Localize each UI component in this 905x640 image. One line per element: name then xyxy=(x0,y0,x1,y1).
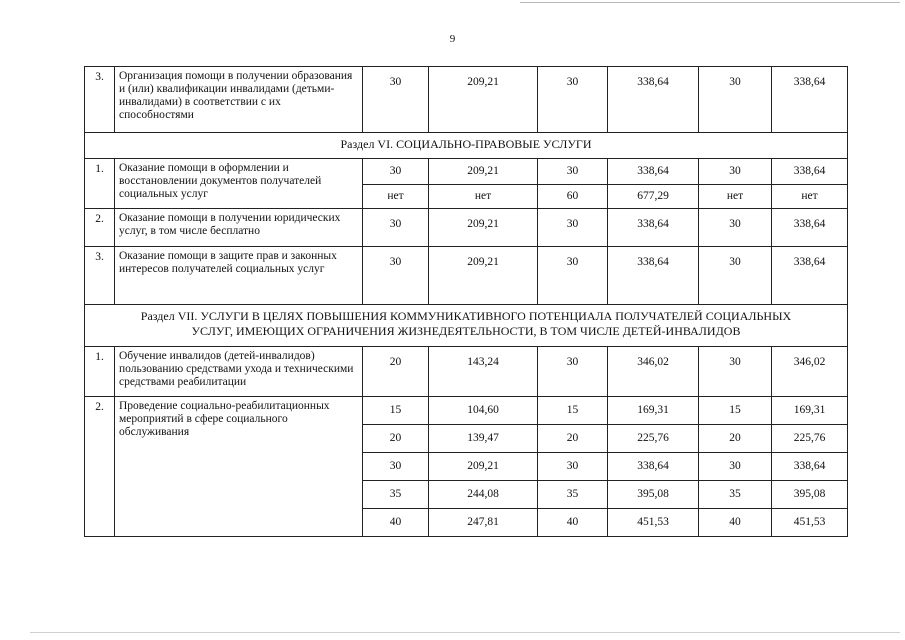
cell-value: 338,64 xyxy=(608,209,699,247)
section-heading-row xyxy=(85,133,848,159)
cell-value: 30 xyxy=(538,247,608,305)
row-number: 2. xyxy=(85,209,115,247)
cell-value: 30 xyxy=(538,209,608,247)
cell-value: нет xyxy=(772,185,848,209)
cell-value: 30 xyxy=(363,453,429,481)
table-row xyxy=(85,397,848,425)
scan-artifact-top xyxy=(520,2,900,3)
cell-value: 15 xyxy=(363,397,429,425)
row-number: 1. xyxy=(85,159,115,209)
cell-value: 15 xyxy=(699,397,772,425)
cell-value: 15 xyxy=(538,397,608,425)
row-number: 3. xyxy=(85,67,115,133)
table-row xyxy=(85,247,848,305)
cell-value: 104,60 xyxy=(429,397,538,425)
cell-value: 451,53 xyxy=(608,509,699,537)
cell-value: 20 xyxy=(363,347,429,397)
cell-value: 30 xyxy=(699,347,772,397)
service-name: Оказание помощи в защите прав и законных интересов получателей социальных услуг xyxy=(115,247,363,305)
cell-value: 225,76 xyxy=(772,425,848,453)
cell-value: 35 xyxy=(538,481,608,509)
service-name: Обучение инвалидов (детей-инвалидов) пользованию средствами ухода и техническими средствами реабилитации xyxy=(115,347,363,397)
cell-value: 40 xyxy=(699,509,772,537)
cell-value: 30 xyxy=(699,67,772,133)
section-7-title-line-2: УСЛУГ, ИМЕЮЩИХ ОГРАНИЧЕНИЯ ЖИЗНЕДЕЯТЕЛЬНОСТИ, В ТОМ ЧИСЛЕ ДЕТЕЙ-ИНВАЛИДОВ xyxy=(191,324,741,338)
cell-value: 338,64 xyxy=(772,247,848,305)
table-row xyxy=(85,347,848,397)
section-7-title xyxy=(85,305,848,347)
row-number: 3. xyxy=(85,247,115,305)
cell-value: 209,21 xyxy=(429,209,538,247)
cell-value: 451,53 xyxy=(772,509,848,537)
cell-value: нет xyxy=(699,185,772,209)
cell-value: 20 xyxy=(699,425,772,453)
cell-value: 20 xyxy=(538,425,608,453)
service-name: Организация помощи в получении образования и (или) квалификации инвалидами (детьми-инвалидами) в соответствии с их способностями xyxy=(115,67,363,133)
cell-value: 143,24 xyxy=(429,347,538,397)
cell-value: 139,47 xyxy=(429,425,538,453)
table-row xyxy=(85,67,848,133)
cell-value: 30 xyxy=(699,209,772,247)
cell-value: 247,81 xyxy=(429,509,538,537)
cell-value: 60 xyxy=(538,185,608,209)
cell-value: 30 xyxy=(363,209,429,247)
cell-value: 395,08 xyxy=(772,481,848,509)
cell-value: 338,64 xyxy=(608,247,699,305)
section-6-title: Раздел VI. СОЦИАЛЬНО-ПРАВОВЫЕ УСЛУГИ xyxy=(85,133,848,159)
cell-value: нет xyxy=(363,185,429,209)
cell-value: 30 xyxy=(363,247,429,305)
cell-value: 20 xyxy=(363,425,429,453)
cell-value: 169,31 xyxy=(608,397,699,425)
cell-value: 338,64 xyxy=(772,159,848,185)
section-7-title-line-1: Раздел VII. УСЛУГИ В ЦЕЛЯХ ПОВЫШЕНИЯ КОММУНИКАТИВНОГО ПОТЕНЦИАЛА ПОЛУЧАТЕЛЕЙ СОЦИАЛЬНЫХ xyxy=(140,309,792,323)
services-tariff-table xyxy=(84,66,848,537)
cell-value: 209,21 xyxy=(429,453,538,481)
cell-value: 30 xyxy=(538,67,608,133)
service-name: Проведение социально-реабилитационных мероприятий в сфере социального обслуживания xyxy=(115,397,363,537)
table-row xyxy=(85,209,848,247)
cell-value: 35 xyxy=(363,481,429,509)
section-heading-row xyxy=(85,305,848,347)
row-number: 1. xyxy=(85,347,115,397)
cell-value: 209,21 xyxy=(429,67,538,133)
cell-value: 395,08 xyxy=(608,481,699,509)
cell-value: 30 xyxy=(699,247,772,305)
page-number: 9 xyxy=(449,33,456,45)
cell-value: 338,64 xyxy=(608,159,699,185)
cell-value: 338,64 xyxy=(772,209,848,247)
service-name: Оказание помощи в получении юридических услуг, в том числе бесплатно xyxy=(115,209,363,247)
cell-value: 338,64 xyxy=(772,67,848,133)
cell-value: 30 xyxy=(363,67,429,133)
cell-value: 338,64 xyxy=(608,67,699,133)
cell-value: 40 xyxy=(538,509,608,537)
cell-value: 35 xyxy=(699,481,772,509)
cell-value: 338,64 xyxy=(772,453,848,481)
cell-value: 244,08 xyxy=(429,481,538,509)
cell-value: 346,02 xyxy=(608,347,699,397)
scan-artifact-bottom xyxy=(30,632,900,633)
cell-value: 225,76 xyxy=(608,425,699,453)
cell-value: 30 xyxy=(538,159,608,185)
cell-value: 169,31 xyxy=(772,397,848,425)
cell-value: 30 xyxy=(363,159,429,185)
cell-value: 30 xyxy=(699,159,772,185)
cell-value: 30 xyxy=(538,453,608,481)
table-row xyxy=(85,159,848,185)
cell-value: 40 xyxy=(363,509,429,537)
cell-value: нет xyxy=(429,185,538,209)
row-number: 2. xyxy=(85,397,115,537)
cell-value: 338,64 xyxy=(608,453,699,481)
cell-value: 30 xyxy=(538,347,608,397)
cell-value: 346,02 xyxy=(772,347,848,397)
service-name: Оказание помощи в оформлении и восстановлении документов получателей социальных услуг xyxy=(115,159,363,209)
cell-value: 677,29 xyxy=(608,185,699,209)
cell-value: 30 xyxy=(699,453,772,481)
cell-value: 209,21 xyxy=(429,159,538,185)
cell-value: 209,21 xyxy=(429,247,538,305)
